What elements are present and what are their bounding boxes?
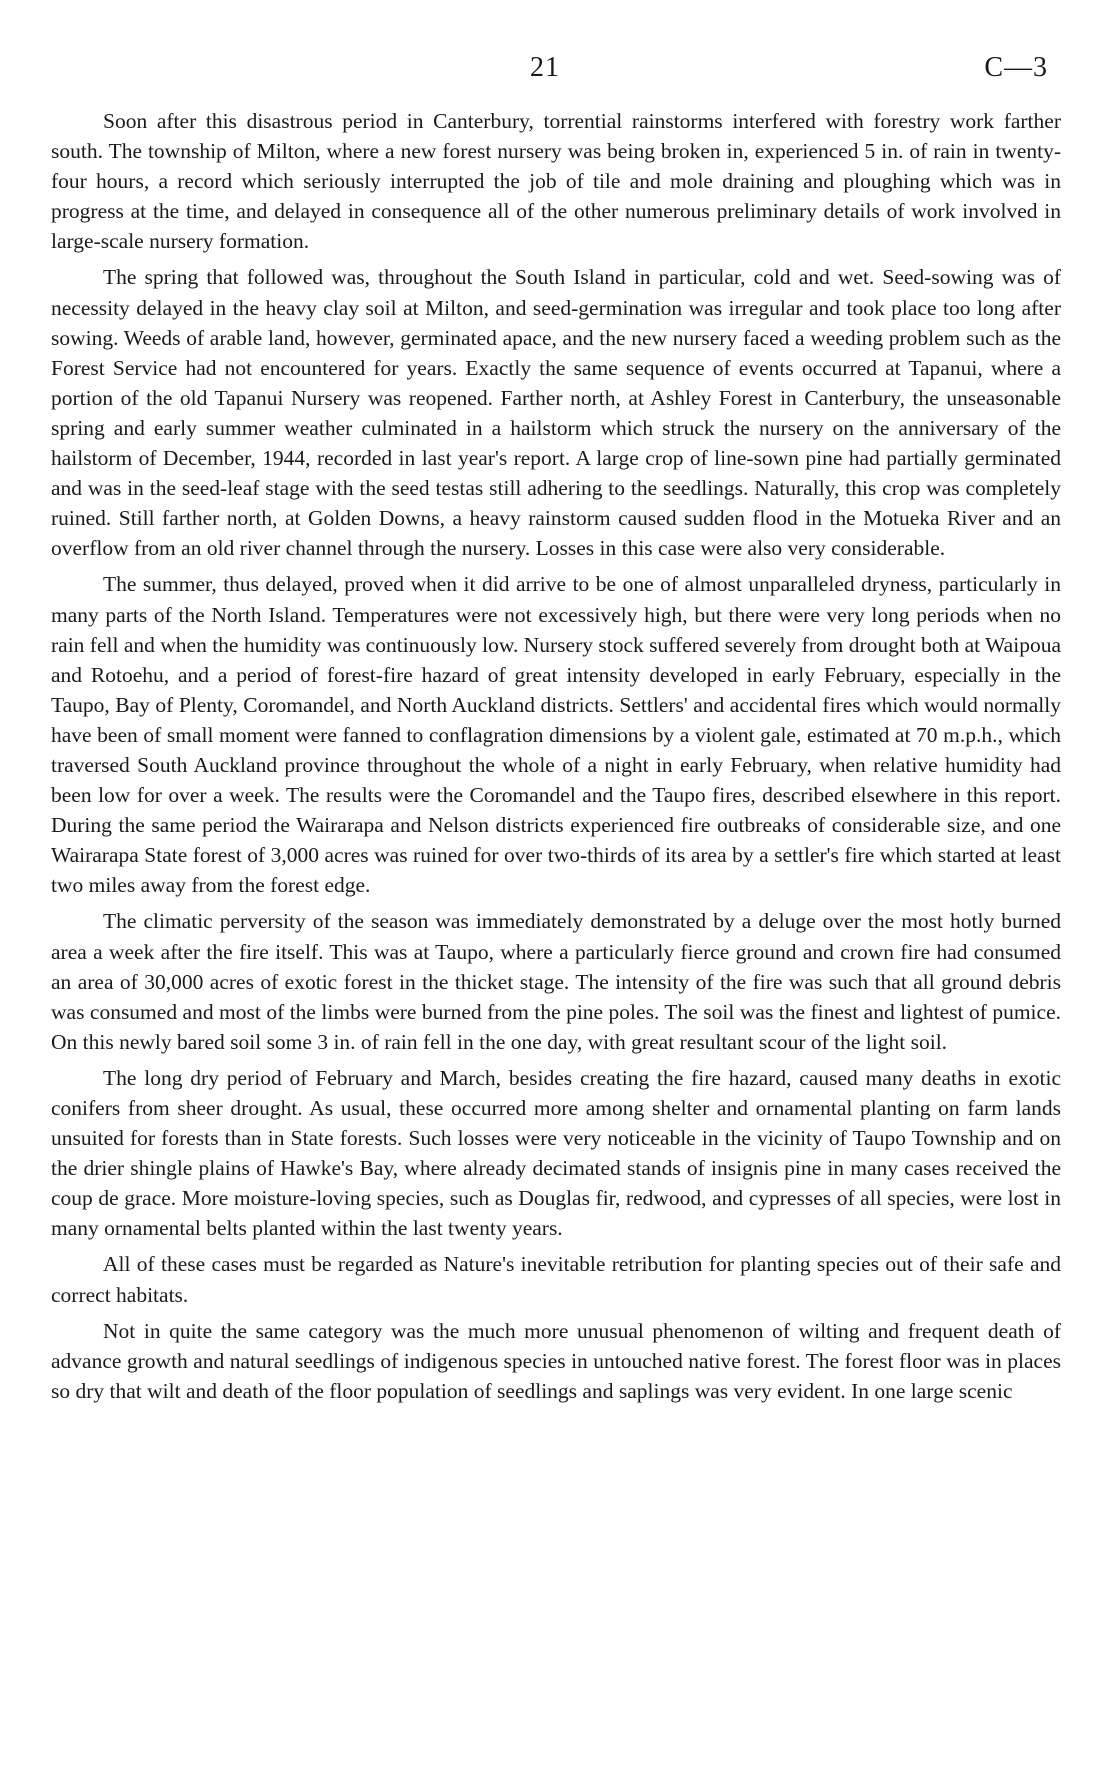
body-text <box>51 106 1061 1412</box>
document-reference: C—3 <box>984 52 1048 83</box>
paragraph: The climatic perversity of the season was immediately demonstrated by a deluge over the most hotly burned area a week after the fire itself. This was at Taupo, where a particularly fierce ground and crown fire had consumed an area of 30,000 acres of exotic forest in the thicket stage. The intensity of the fire was such that all ground debris was consumed and most of the limbs were burned from the pine poles. The soil was the finest and lightest of pumice. On this newly bared soil some 3 in. of rain fell in the one day, with great resultant scour of the light soil. <box>51 909 1061 1054</box>
paragraph: Not in quite the same category was the much more unusual phenomenon of wilting and frequent death of advance growth and natural seedlings of indigenous species in untouched native forest. The forest floor was in places so dry that wilt and death of the floor population of seedlings and saplings was very evident. In one large scenic <box>51 1318 1061 1403</box>
paragraph: The spring that followed was, throughout the South Island in particular, cold and wet. Seed-sowing was of necessity delayed in the heavy clay soil at Milton, and seed-germination was irregular and took place too long after sowing. Weeds of arable land, however, germinated apace, and the new nursery faced a weeding problem such as the Forest Service had not encountered for years. Exactly the same sequence of events occurred at Tapanui, where a portion of the old Tapanui Nursery was reopened. Farther north, at Ashley Forest in Canterbury, the unseasonable spring and early summer weather culminated in a hailstorm which struck the nursery on the anniversary of the hailstorm of December, 1944, recorded in last year's report. A large crop of line-sown pine had partially germinated and was in the seed-leaf stage with the seed testas still adhering to the seedlings. Naturally, this crop was completely ruined. Still farther north, at Golden Downs, a heavy rainstorm caused sudden flood in the Motueka River and an overflow from an old river channel through the nursery. Losses in this case were also very considerable. <box>51 265 1061 561</box>
page-header <box>0 52 1114 92</box>
paragraph: Soon after this disastrous period in Canterbury, torrential rainstorms interfered with forestry work farther south. The township of Milton, where a new forest nursery was being broken in, experienced 5 in. of rain in twenty-four hours, a record which seriously interrupted the job of tile and mole draining and ploughing which was in progress at the time, and delayed in consequence all of the other numerous preliminary details of work involved in large-scale nursery formation. <box>51 109 1061 254</box>
paragraph: All of these cases must be regarded as Nature's inevitable retribution for planting species out of their safe and correct habitats. <box>51 1252 1061 1307</box>
paragraph: The summer, thus delayed, proved when it did arrive to be one of almost unparalleled dryness, particularly in many parts of the North Island. Temperatures were not excessively high, but there were very long periods when no rain fell and when the humidity was continuously low. Nursery stock suffered severely from drought both at Waipoua and Rotoehu, and a period of forest-fire hazard of great intensity developed in early February, especially in the Taupo, Bay of Plenty, Coromandel, and North Auckland districts. Settlers' and accidental fires which would normally have been of small moment were fanned to conflagration dimensions by a violent gale, estimated at 70 m.p.h., which traversed South Auckland province throughout the whole of a night in early February, when relative humidity had been low for over a week. The results were the Coromandel and the Taupo fires, described elsewhere in this report. During the same period the Wairarapa and Nelson districts experienced fire outbreaks of considerable size, and one Wairarapa State forest of 3,000 acres was ruined for over two-thirds of its area by a settler's fire which started at least two miles away from the forest edge. <box>51 572 1061 898</box>
paragraph: The long dry period of February and March, besides creating the fire hazard, caused many deaths in exotic conifers from sheer drought. As usual, these occurred more among shelter and ornamental planting on farm lands unsuited for forests than in State forests. Such losses were very noticeable in the vicinity of Taupo Township and on the drier shingle plains of Hawke's Bay, where already decimated stands of insignis pine in many cases received the coup de grace. More moisture-loving species, such as Douglas fir, redwood, and cypresses of all species, were lost in many ornamental belts planted within the last twenty years. <box>51 1065 1061 1241</box>
page-number: 21 <box>530 52 560 83</box>
